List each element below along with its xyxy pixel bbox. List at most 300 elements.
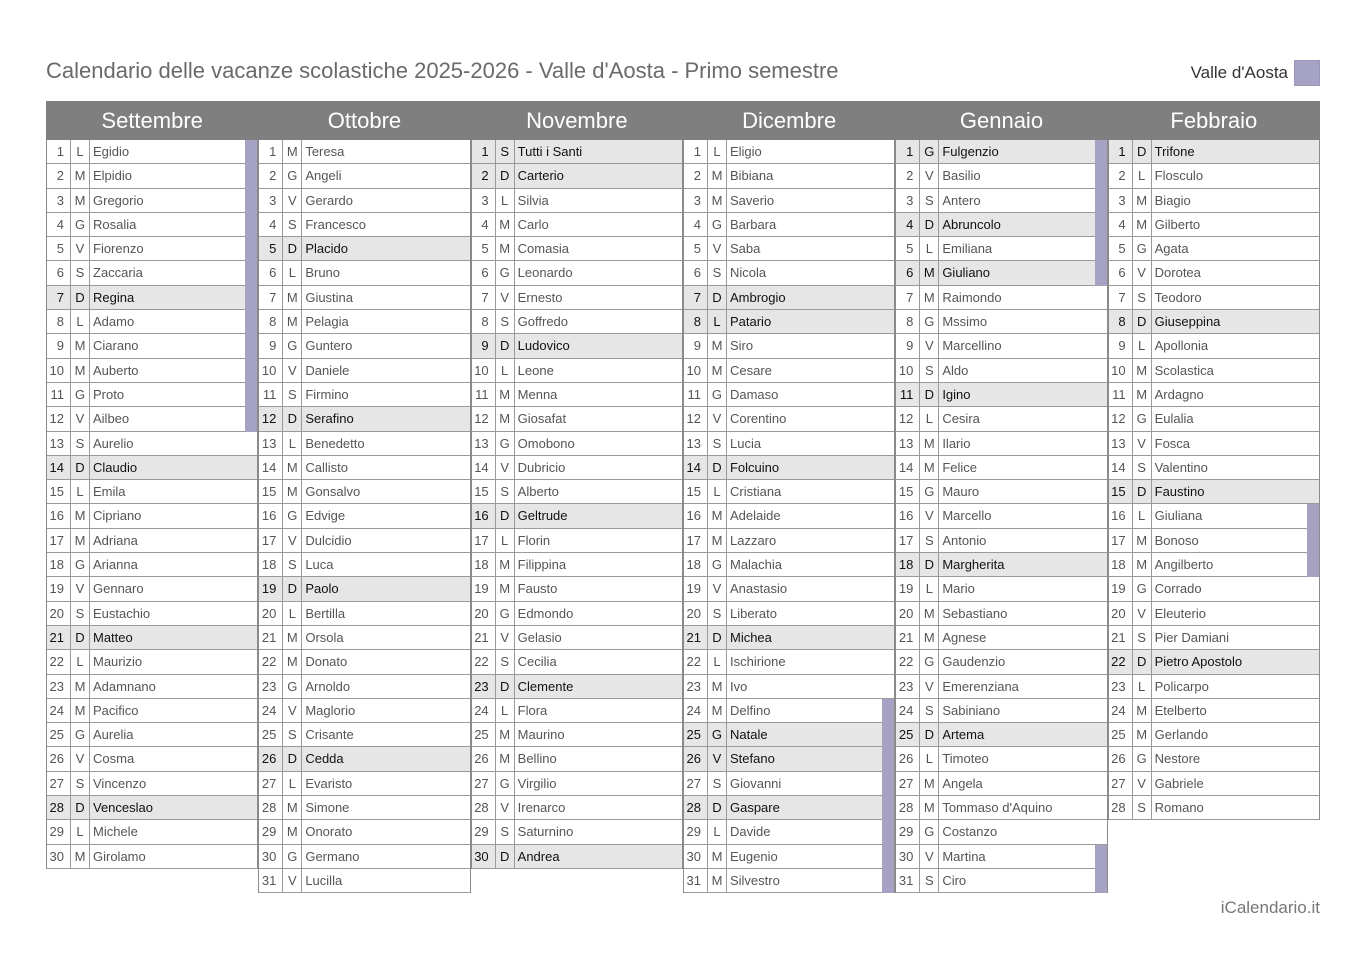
holiday-marker	[1095, 261, 1107, 285]
saint-name: Artema	[942, 727, 985, 743]
saint-name: Teodoro	[1154, 289, 1202, 305]
day-row	[896, 675, 1106, 699]
holiday-marker	[245, 213, 257, 237]
weekday-letter: G	[71, 723, 90, 746]
day-row	[896, 359, 1106, 383]
saint-name: Bibiana	[729, 168, 774, 184]
day-row	[47, 359, 257, 383]
weekday-letter: D	[71, 796, 90, 819]
saint-name: Teresa	[305, 144, 345, 159]
month-header: Novembre	[471, 101, 683, 140]
holiday-marker	[882, 723, 894, 747]
saint-name: Aurelia	[93, 727, 134, 743]
weekday-letter: G	[920, 480, 939, 503]
saint-name: Ischirione	[729, 654, 786, 670]
saint-name: Delfino	[729, 702, 771, 718]
day-row	[472, 456, 682, 480]
day-row	[684, 845, 894, 869]
weekday-letter: G	[283, 504, 302, 527]
saint-name: Matteo	[93, 629, 133, 645]
day-row	[1109, 650, 1319, 674]
day-row	[259, 796, 469, 820]
saint-name: Arnoldo	[305, 678, 351, 694]
day-number: 14	[472, 456, 496, 479]
saint-name: Goffredo	[517, 314, 569, 330]
day-number: 24	[896, 699, 920, 722]
saint-name: Eulalia	[1154, 411, 1194, 427]
day-number: 21	[259, 626, 283, 649]
day-row	[896, 723, 1106, 747]
weekday-letter: D	[496, 504, 515, 527]
holiday-marker	[1307, 553, 1319, 577]
weekday-letter: S	[496, 650, 515, 673]
weekday-letter: L	[1133, 164, 1152, 187]
weekday-letter: V	[1133, 432, 1152, 455]
saint-name: Claudio	[93, 459, 138, 475]
month-column	[46, 101, 258, 869]
day-number: 21	[472, 626, 496, 649]
saint-name: Mssimo	[942, 314, 988, 330]
day-row	[1109, 504, 1319, 528]
weekday-letter: M	[283, 286, 302, 309]
weekday-letter: V	[1133, 602, 1152, 625]
saint-name: Adamo	[93, 314, 135, 330]
footer-brand[interactable]: iCalendario.it	[1220, 898, 1320, 917]
day-number: 12	[1109, 407, 1133, 430]
saint-name: Barbara	[729, 216, 777, 232]
weekday-letter: V	[920, 675, 939, 698]
weekday-letter: M	[71, 189, 90, 212]
weekday-letter: M	[920, 456, 939, 479]
day-number: 12	[47, 407, 71, 430]
saint-name: Virgilio	[517, 775, 557, 791]
saint-name: Gerardo	[305, 192, 354, 208]
saint-name: Fausto	[517, 581, 558, 597]
day-number: 8	[684, 310, 708, 333]
saint-name: Giuliana	[1154, 508, 1203, 524]
weekday-letter: V	[1133, 261, 1152, 284]
day-row	[896, 286, 1106, 310]
saint-name: Filippina	[517, 557, 567, 573]
saint-name: Lucia	[729, 435, 762, 451]
weekday-letter: D	[496, 675, 515, 698]
day-row	[472, 772, 682, 796]
saint-name: Flora	[517, 702, 548, 718]
saint-name: Fosca	[1154, 435, 1191, 451]
saint-name: Adriana	[93, 532, 138, 548]
day-number: 27	[1109, 772, 1133, 795]
saint-name: Zaccaria	[93, 265, 143, 281]
saint-name: Etelberto	[1154, 702, 1207, 718]
day-number: 21	[47, 626, 71, 649]
saint-name: Marcello	[942, 508, 992, 524]
day-row	[259, 772, 469, 796]
weekday-letter: L	[708, 820, 727, 843]
day-number: 4	[472, 213, 496, 236]
day-row	[896, 845, 1106, 869]
day-row	[1109, 553, 1319, 577]
saint-name: Corrado	[1154, 581, 1202, 597]
saint-name: Apollonia	[1154, 338, 1209, 354]
weekday-letter: V	[708, 577, 727, 600]
day-row	[47, 845, 257, 869]
holiday-marker	[1095, 213, 1107, 237]
day-row	[684, 213, 894, 237]
day-number: 12	[259, 407, 283, 430]
day-row	[47, 820, 257, 844]
day-row	[259, 140, 469, 164]
day-number: 28	[259, 796, 283, 819]
day-number: 4	[896, 213, 920, 236]
day-number: 30	[472, 845, 496, 868]
holiday-marker	[882, 772, 894, 796]
month-column	[1108, 101, 1320, 820]
weekday-letter: S	[1133, 796, 1152, 819]
day-row	[896, 189, 1106, 213]
saint-name: Ludovico	[517, 338, 570, 354]
saint-name: Gennaro	[93, 581, 144, 597]
day-number: 16	[259, 504, 283, 527]
saint-name: Angilberto	[1154, 557, 1214, 573]
day-number: 9	[472, 334, 496, 357]
weekday-letter: V	[708, 237, 727, 260]
day-row	[259, 383, 469, 407]
weekday-letter: G	[283, 845, 302, 868]
day-row	[896, 432, 1106, 456]
weekday-letter: S	[1133, 286, 1152, 309]
day-row	[47, 140, 257, 164]
weekday-letter: M	[920, 286, 939, 309]
day-row	[896, 237, 1106, 261]
day-row	[896, 626, 1106, 650]
weekday-letter: L	[1133, 675, 1152, 698]
saint-name: Dorotea	[1154, 265, 1201, 281]
weekday-letter: M	[920, 796, 939, 819]
day-row	[1109, 261, 1319, 285]
day-row	[896, 553, 1106, 577]
day-number: 17	[1109, 529, 1133, 552]
day-number: 25	[472, 723, 496, 746]
day-row	[1109, 796, 1319, 820]
saint-name: Mario	[942, 581, 975, 597]
saint-name: Lucilla	[305, 872, 343, 888]
day-row	[1109, 334, 1319, 358]
day-row	[259, 845, 469, 869]
month-column	[471, 101, 683, 869]
saint-name: Anastasio	[729, 581, 788, 597]
weekday-letter: M	[496, 237, 515, 260]
holiday-marker	[882, 820, 894, 844]
saint-name: Elpidio	[93, 168, 133, 184]
day-number: 20	[896, 602, 920, 625]
day-number: 11	[259, 383, 283, 406]
day-number: 10	[259, 359, 283, 382]
day-number: 20	[684, 602, 708, 625]
day-number: 6	[896, 261, 920, 284]
saint-name: Faustino	[1154, 484, 1205, 500]
day-number: 23	[1109, 675, 1133, 698]
weekday-letter: V	[920, 164, 939, 187]
weekday-letter: M	[283, 796, 302, 819]
weekday-letter: L	[1133, 504, 1152, 527]
weekday-letter: M	[496, 407, 515, 430]
day-row	[896, 383, 1106, 407]
saint-name: Guntero	[305, 338, 353, 354]
day-row	[259, 359, 469, 383]
day-number: 5	[47, 237, 71, 260]
saint-name: Regina	[93, 289, 135, 305]
day-number: 11	[472, 383, 496, 406]
saint-name: Gabriele	[1154, 775, 1204, 791]
weekday-letter: S	[708, 432, 727, 455]
weekday-letter: D	[708, 286, 727, 309]
day-number: 19	[472, 577, 496, 600]
day-number: 22	[259, 650, 283, 673]
day-row	[472, 432, 682, 456]
day-row	[472, 261, 682, 285]
day-number: 20	[47, 602, 71, 625]
day-number: 16	[684, 504, 708, 527]
day-row	[472, 334, 682, 358]
weekday-letter: S	[920, 869, 939, 892]
weekday-letter: L	[71, 820, 90, 843]
day-row	[259, 480, 469, 504]
saint-name: Corentino	[729, 411, 787, 427]
saint-name: Silvestro	[729, 872, 780, 888]
day-number: 10	[684, 359, 708, 382]
saint-name: Vincenzo	[93, 775, 147, 791]
weekday-letter: V	[71, 747, 90, 770]
saint-name: Irenarco	[517, 800, 566, 816]
saint-name: Geltrude	[517, 508, 568, 524]
day-number: 9	[896, 334, 920, 357]
day-row	[259, 626, 469, 650]
day-row	[684, 383, 894, 407]
day-row	[472, 140, 682, 164]
weekday-letter: L	[283, 602, 302, 625]
saint-name: Felice	[942, 459, 977, 475]
weekday-letter: D	[920, 213, 939, 236]
weekday-letter: G	[71, 553, 90, 576]
day-number: 19	[47, 577, 71, 600]
day-row	[896, 602, 1106, 626]
saint-name: Francesco	[305, 216, 367, 232]
saint-name: Ciarano	[93, 338, 139, 354]
holiday-marker	[882, 845, 894, 869]
saint-name: Ivo	[729, 678, 748, 694]
weekday-letter: M	[71, 845, 90, 868]
holiday-marker	[245, 359, 257, 383]
day-row	[1109, 699, 1319, 723]
saint-name: Leonardo	[517, 265, 573, 281]
day-row	[472, 480, 682, 504]
day-number: 24	[684, 699, 708, 722]
saint-name: Adelaide	[729, 508, 781, 524]
day-row	[684, 310, 894, 334]
day-number: 14	[47, 456, 71, 479]
day-row	[684, 747, 894, 771]
day-number: 10	[896, 359, 920, 382]
day-number: 19	[896, 577, 920, 600]
day-row	[896, 869, 1106, 893]
day-row	[472, 723, 682, 747]
day-number: 11	[47, 383, 71, 406]
saint-name: Raimondo	[942, 289, 1002, 305]
weekday-letter: L	[920, 407, 939, 430]
weekday-letter: M	[708, 699, 727, 722]
saint-name: Evaristo	[305, 775, 353, 791]
day-number: 25	[684, 723, 708, 746]
day-row	[684, 237, 894, 261]
day-number: 23	[47, 675, 71, 698]
weekday-letter: M	[1133, 213, 1152, 236]
saint-name: Paolo	[305, 581, 339, 597]
weekday-letter: S	[920, 359, 939, 382]
weekday-letter: G	[920, 310, 939, 333]
day-number: 14	[896, 456, 920, 479]
day-number: 13	[259, 432, 283, 455]
weekday-letter: V	[71, 237, 90, 260]
day-row	[472, 164, 682, 188]
weekday-letter: V	[1133, 772, 1152, 795]
saint-name: Saba	[729, 241, 761, 257]
saint-name: Adamnano	[93, 678, 156, 694]
weekday-letter: D	[1133, 140, 1152, 163]
weekday-letter: M	[920, 432, 939, 455]
saint-name: Trifone	[1154, 144, 1195, 159]
saint-name: Donato	[305, 654, 348, 670]
day-number: 28	[896, 796, 920, 819]
day-number: 6	[259, 261, 283, 284]
day-number: 15	[47, 480, 71, 503]
day-row	[259, 432, 469, 456]
weekday-letter: M	[708, 675, 727, 698]
day-row	[896, 140, 1106, 164]
saint-name: Bellino	[517, 751, 557, 767]
day-number: 2	[472, 164, 496, 187]
day-row	[472, 504, 682, 528]
saint-name: Folcuino	[729, 459, 780, 475]
day-number: 22	[684, 650, 708, 673]
saint-name: Proto	[93, 386, 125, 402]
weekday-letter: V	[283, 869, 302, 892]
day-row	[47, 456, 257, 480]
day-number: 22	[47, 650, 71, 673]
saint-name: Cosma	[93, 751, 135, 767]
saint-name: Onorato	[305, 824, 353, 840]
day-number: 27	[684, 772, 708, 795]
saint-name: Margherita	[942, 557, 1005, 573]
day-row	[684, 504, 894, 528]
saint-name: Serafino	[305, 411, 354, 427]
day-number: 4	[684, 213, 708, 236]
day-number: 25	[47, 723, 71, 746]
weekday-letter: D	[920, 553, 939, 576]
weekday-letter: G	[1133, 577, 1152, 600]
day-row	[47, 796, 257, 820]
saint-name: Bruno	[305, 265, 341, 281]
saint-name: Cecilia	[517, 654, 557, 670]
day-row	[259, 261, 469, 285]
weekday-letter: M	[1133, 723, 1152, 746]
day-number: 15	[259, 480, 283, 503]
saint-name: Aldo	[942, 362, 969, 378]
day-number: 30	[259, 845, 283, 868]
day-number: 13	[472, 432, 496, 455]
day-row	[896, 820, 1106, 844]
weekday-letter: L	[920, 747, 939, 770]
saint-name: Girolamo	[93, 848, 146, 864]
day-row	[1109, 407, 1319, 431]
weekday-letter: D	[1133, 480, 1152, 503]
day-number: 21	[684, 626, 708, 649]
saint-name: Clemente	[517, 678, 574, 694]
saint-name: Cedda	[305, 751, 344, 767]
weekday-letter: M	[708, 845, 727, 868]
day-row	[47, 577, 257, 601]
weekday-letter: M	[708, 189, 727, 212]
day-row	[1109, 189, 1319, 213]
day-row	[1109, 456, 1319, 480]
day-row	[47, 747, 257, 771]
day-number: 6	[684, 261, 708, 284]
day-number: 3	[896, 189, 920, 212]
saint-name: Rosalia	[93, 216, 137, 232]
day-number: 17	[259, 529, 283, 552]
day-number: 8	[472, 310, 496, 333]
saint-name: Giosafat	[517, 411, 567, 427]
day-number: 17	[684, 529, 708, 552]
weekday-letter: S	[283, 723, 302, 746]
day-number: 15	[1109, 480, 1133, 503]
day-row	[472, 747, 682, 771]
weekday-letter: D	[71, 286, 90, 309]
day-row	[1109, 213, 1319, 237]
day-number: 30	[47, 845, 71, 868]
day-number: 15	[684, 480, 708, 503]
day-number: 27	[472, 772, 496, 795]
weekday-letter: S	[708, 772, 727, 795]
day-number: 23	[684, 675, 708, 698]
day-row	[1109, 237, 1319, 261]
saint-name: Arianna	[93, 557, 138, 573]
day-row	[684, 140, 894, 164]
saint-name: Alberto	[517, 484, 559, 500]
weekday-letter: M	[708, 869, 727, 892]
day-number: 16	[47, 504, 71, 527]
weekday-letter: M	[283, 820, 302, 843]
weekday-letter: G	[708, 553, 727, 576]
day-number: 2	[896, 164, 920, 187]
day-row	[1109, 359, 1319, 383]
weekday-letter: L	[920, 237, 939, 260]
day-number: 8	[896, 310, 920, 333]
day-row	[896, 504, 1106, 528]
holiday-marker	[1307, 529, 1319, 553]
saint-name: Silvia	[517, 192, 549, 208]
legend-swatch	[1294, 60, 1320, 86]
saint-name: Gilberto	[1154, 216, 1201, 232]
saint-name: Fiorenzo	[93, 241, 144, 257]
weekday-letter: M	[920, 261, 939, 284]
saint-name: Davide	[729, 824, 771, 840]
day-number: 14	[684, 456, 708, 479]
saint-name: Michele	[93, 824, 138, 840]
day-row	[1109, 480, 1319, 504]
holiday-marker	[245, 237, 257, 261]
day-number: 19	[684, 577, 708, 600]
day-number: 16	[896, 504, 920, 527]
